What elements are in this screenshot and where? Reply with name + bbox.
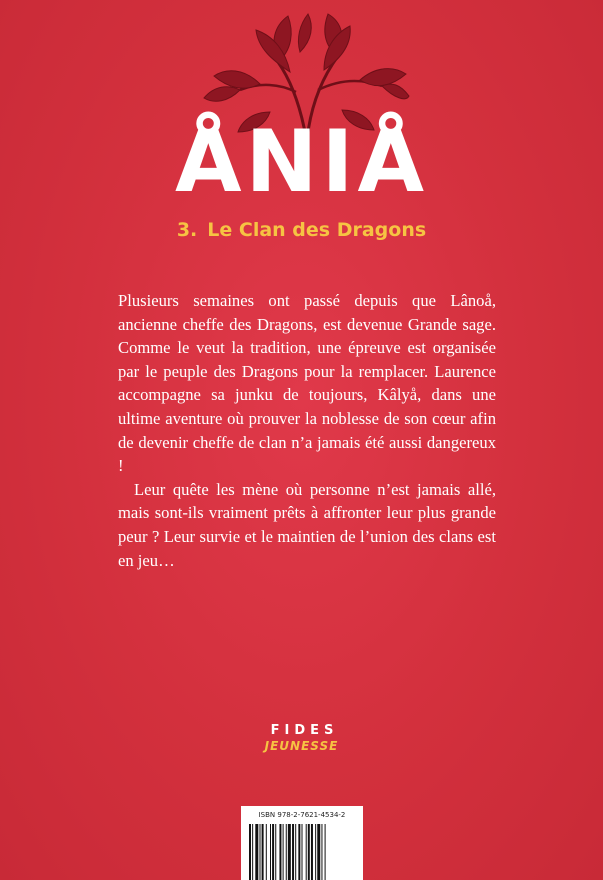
- publisher-logo: [0, 723, 603, 753]
- barcode-icon: [249, 824, 355, 880]
- publisher-imprint: JEUNESSE: [264, 739, 339, 753]
- isbn-label: ISBN 978-2-7621-4534-2: [258, 811, 346, 819]
- blurb-paragraph: Plusieurs semaines ont passé depuis que Lânoå, ancienne cheffe des Dragons, est devenue Grande sage. Comme le veut la tradition, une épreuve est organisée par le peuple des Dragons pour la remplacer. Laurence accompagne sa junku de toujours, Kâlyå, dans une ultime aventure où prouver la noblesse de son cœur afin de devenir cheffe de clan n’a jamais été aussi dangereux !: [118, 291, 496, 476]
- blurb-paragraph: Leur quête les mène où personne n’est jamais allé, mais sont-ils vraiment prêts à affronter leur plus grande peur ? Leur survie et le maintien de l’union des clans est en jeu…: [118, 479, 496, 570]
- book-title: ÅNIÅ: [174, 112, 429, 212]
- barcode-panel: [241, 806, 363, 880]
- publisher-name: FIDES: [270, 723, 339, 738]
- book-subtitle: [0, 219, 603, 241]
- blurb-text: [118, 289, 496, 572]
- series-number: 3.: [176, 219, 198, 241]
- series-title: Le Clan des Dragons: [207, 219, 427, 241]
